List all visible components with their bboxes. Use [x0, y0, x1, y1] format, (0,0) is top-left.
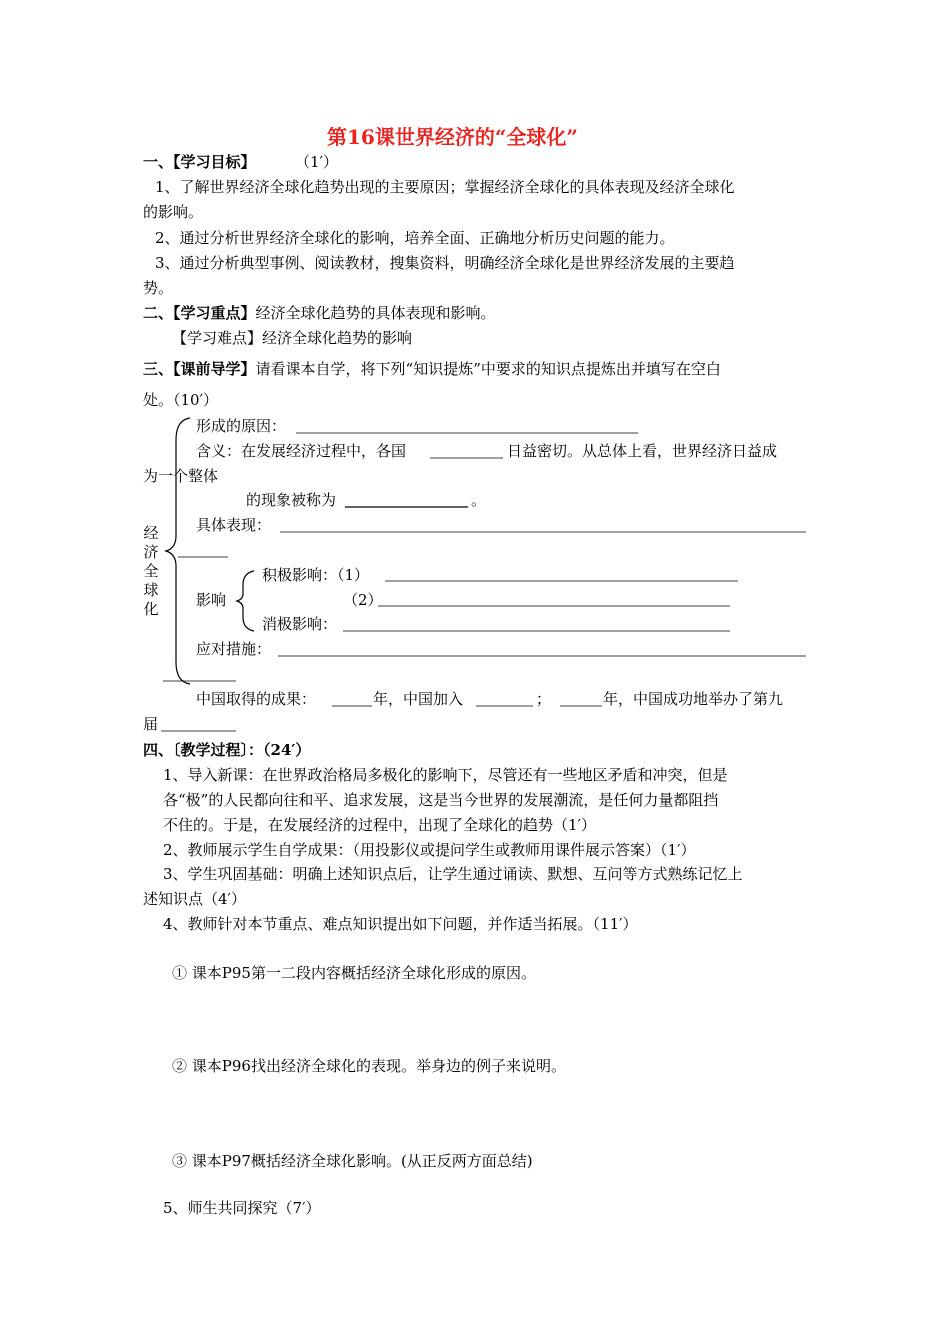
response-label: 应对措施：: [196, 640, 272, 658]
meaning-text-d: 的现象被称为: [246, 491, 337, 509]
positive-influence-2-label: （2）: [343, 591, 383, 609]
question-3: ③ 课本P97概括经济全球化影响。(从正反两方面总结): [172, 1152, 533, 1170]
section-3-number: 三、: [143, 360, 174, 378]
section-4-number: 四、: [143, 741, 174, 759]
china-achievement-label: 中国取得的成果：: [196, 690, 317, 708]
step-2: 2、教师展示学生自学成果：（用投影仪或提问学生或教师用课件展示答案）（1′）: [163, 841, 696, 859]
section-2-text: 经济全球化趋势的具体表现和影响。: [255, 304, 496, 322]
section-2-number: 二、: [143, 304, 174, 322]
meaning-end: 。: [471, 491, 487, 509]
objective-3-line-1: 3、通过分析典型事例、阅读教材，搜集资料，明确经济全球化是世界经济发展的主要趋: [155, 254, 735, 272]
influence-label: 影响: [196, 591, 227, 609]
section-4-title: 〔教学过程〕：（24′）: [173, 741, 311, 759]
meaning-text-c: 为一个整体: [143, 467, 219, 485]
section-1-number: 一、: [143, 153, 174, 171]
reason-label: 形成的原因：: [196, 417, 287, 435]
section-2-title: 【学习重点】: [173, 304, 256, 322]
objective-1-line-2: 的影响。: [143, 203, 204, 221]
objective-3-line-2: 势。: [143, 279, 174, 297]
step-1-line-1: 1、导入新课：在世界政治格局多极化的影响下，尽管还有一些地区矛盾和冲突，但是: [163, 766, 728, 784]
step-4: 4、教师针对本节重点、难点知识提出如下问题，并作适当拓展。（11′）: [163, 915, 638, 933]
china-text-d: 年，中国成功地举办了第九: [603, 690, 784, 708]
question-2: ② 课本P96找出经济全球化的表现。举身边的例子来说明。: [172, 1057, 566, 1075]
center-char-4: 球: [143, 581, 159, 599]
section-3-text-2: 处。（10′）: [143, 391, 218, 409]
objective-2: 2、通过分析世界经济全球化的影响，培养全面、正确地分析历史问题的能力。: [155, 229, 675, 247]
step-3-line-2: 述知识点（4′）: [143, 890, 246, 908]
step-1-line-2: 各“极”的人民都向往和平、追求发展，这是当今世界的发展潮流，是任何力量都阻挡: [163, 791, 719, 809]
positive-influence-label: 积极影响：（1）: [262, 566, 370, 584]
center-char-2: 济: [143, 543, 159, 561]
section-3-text: 请看课本自学，将下列“知识提炼”中要求的知识点提炼出并填写在空白: [255, 360, 721, 378]
objective-1-line-1: 1、了解世界经济全球化趋势出现的主要原因；掌握经济全球化的具体表现及经济全球化: [155, 178, 735, 196]
center-char-5: 化: [143, 600, 159, 618]
step-1-line-3: 不住的。于是，在发展经济的过程中，出现了全球化的趋势（1′）: [163, 816, 596, 834]
center-char-3: 全: [143, 562, 159, 580]
china-text-e: 届: [143, 715, 159, 733]
question-1: ① 课本P95第一二段内容概括经济全球化形成的原因。: [172, 964, 536, 982]
meaning-label: 含义：在发展经济过程中，各国: [196, 442, 407, 460]
section-4-heading: [143, 740, 310, 760]
section-1-title: 【学习目标】: [173, 153, 256, 171]
step-3-line-1: 3、学生巩固基础：明确上述知识点后，让学生通过诵读、默想、互问等方式熟练记忆上: [163, 865, 743, 883]
step-5: 5、师生共同探究（7′）: [163, 1199, 321, 1217]
meaning-text-b: 日益密切。从总体上看，世界经济日益成: [507, 442, 778, 460]
section-1-time: （1′）: [295, 153, 338, 171]
section-3-title: 【课前导学】: [173, 360, 256, 378]
page-title: 第16课世界经济的“全球化”: [327, 125, 578, 149]
center-char-1: 经: [143, 524, 159, 542]
china-text-c: ；: [536, 690, 552, 708]
negative-influence-label: 消极影响：: [262, 615, 338, 633]
difficulty-line: 【学习难点】经济全球化趋势的影响: [172, 329, 413, 347]
performance-label: 具体表现：: [196, 516, 272, 534]
china-text-b: 年，中国加入: [373, 690, 464, 708]
center-label-vertical: [142, 524, 160, 619]
